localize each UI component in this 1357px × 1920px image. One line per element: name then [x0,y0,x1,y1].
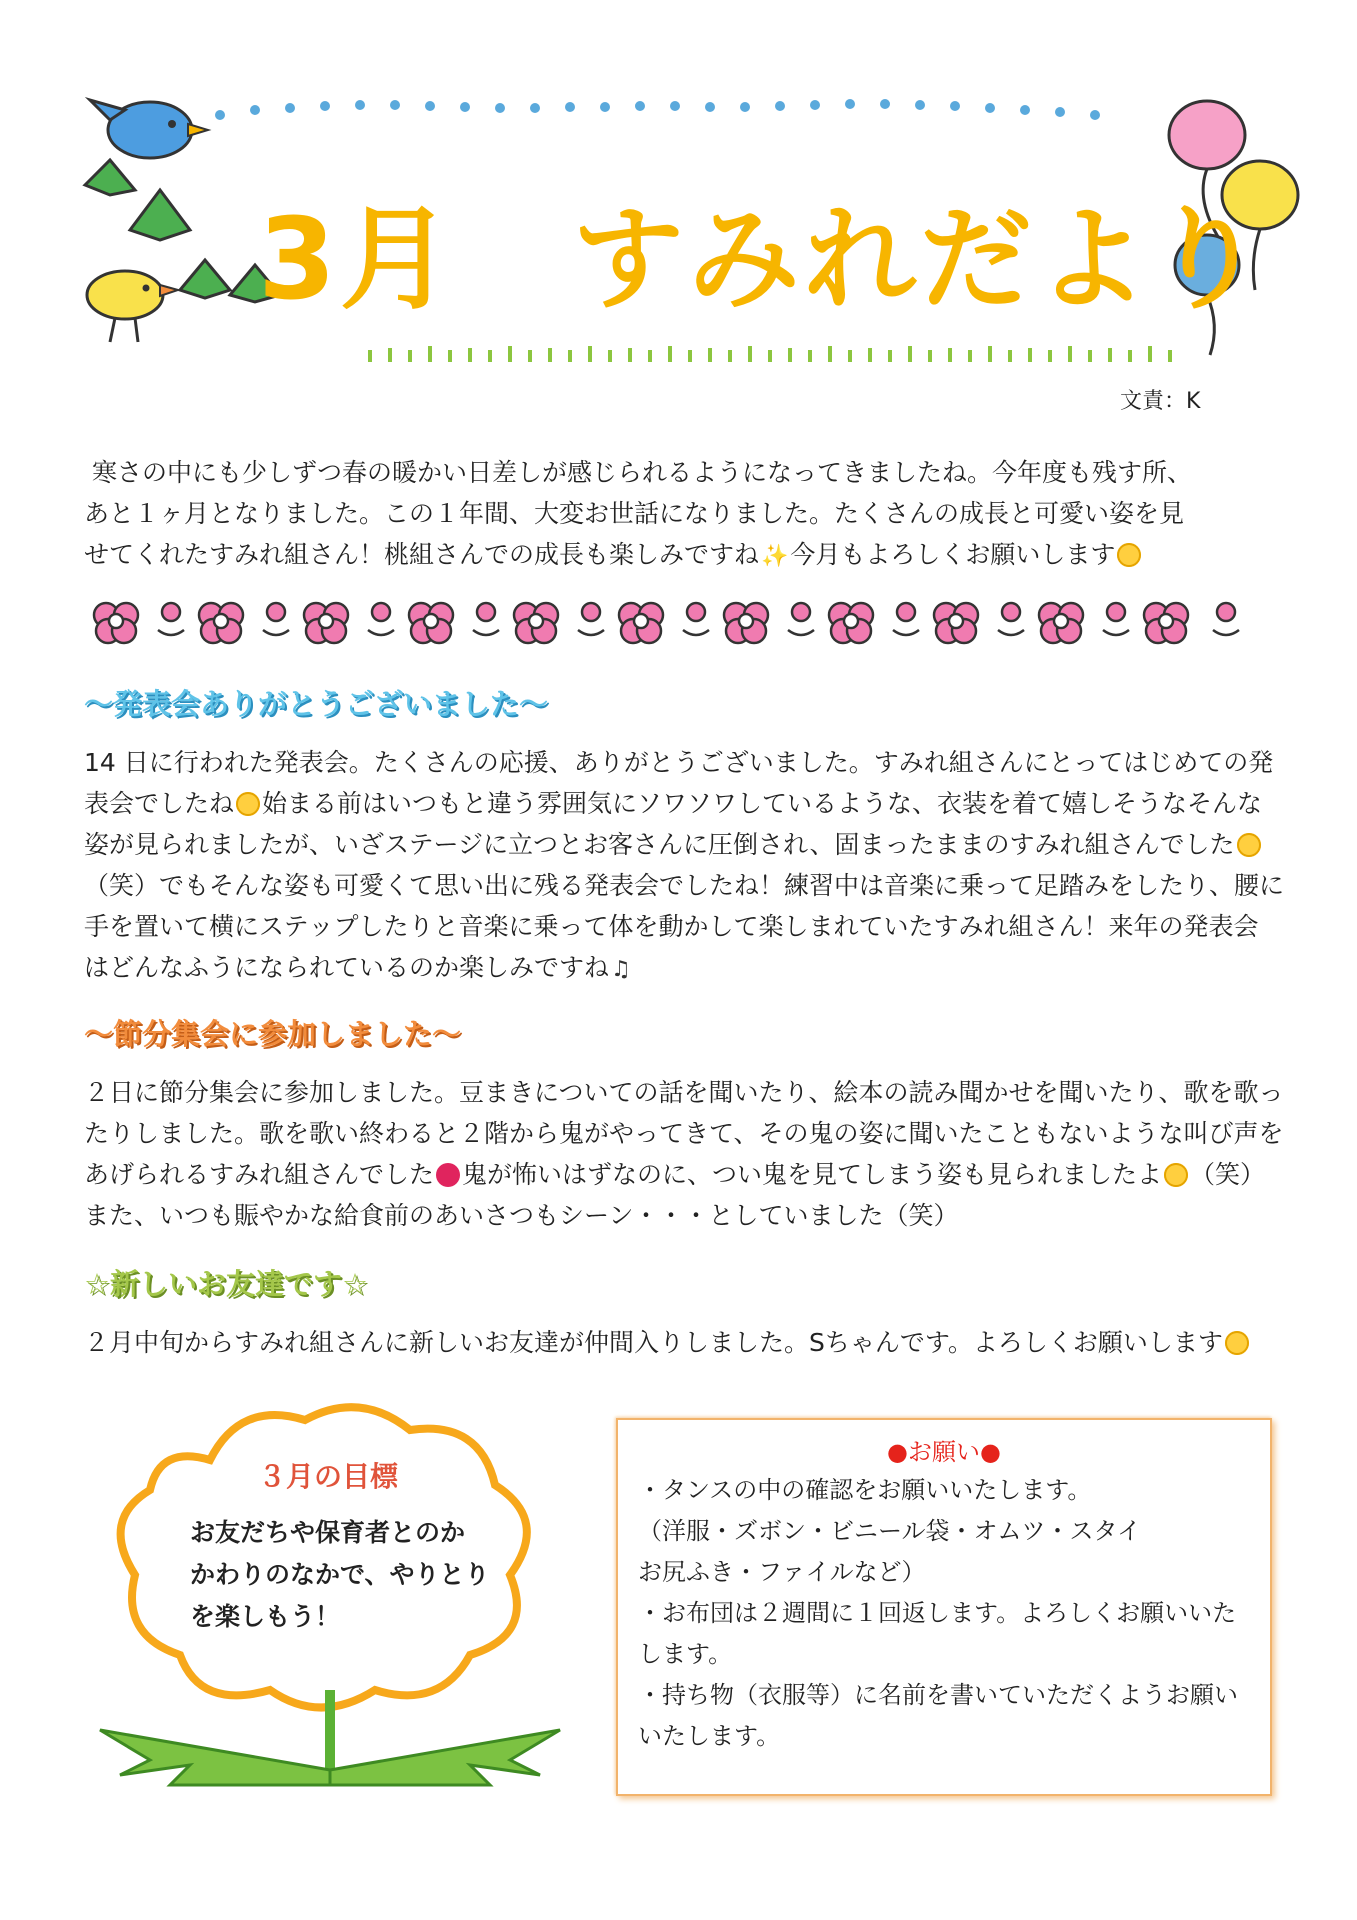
paragraph-line: 鬼が怖いはずなのに、つい鬼を見てしまう姿も見られましたよ [462,1160,1163,1189]
goal-text [190,1512,510,1638]
notice-line: ・タンスの中の確認をお願いいたします。 [638,1476,1092,1504]
paragraph-line: また、いつも賑やかな給食前のあいさつもシーン・・・としていました（笑） [84,1201,959,1230]
paragraph-line: あげられるすみれ組さんでした [84,1160,435,1189]
paragraph-line: （笑） [1190,1160,1266,1189]
notice-line: ・持ち物（衣服等）に名前を書いていただくようお願い [638,1681,1238,1709]
intro-line: 今月もよろしくお願いします [790,540,1116,569]
leaf-left [100,1730,330,1785]
intro-line: 寒さの中にも少しずつ春の暖かい日差しが感じられるようになってきましたね。今年度も残す所、 [91,458,1192,487]
smile-emoji-icon [1225,1331,1249,1355]
grass-strip [370,346,1170,362]
flower-border [86,590,1276,652]
section-heading-setsubun: ～節分集会に参加しました～ [84,1017,462,1051]
smile-emoji-icon [236,792,260,816]
notice-box [616,1418,1272,1796]
goal-line: お友だちや保育者とのか [190,1518,466,1547]
paragraph-line: 始まる前はいつもと違う雰囲気にソワソワしているような、衣装を着て嬉しそうなそんな [262,789,1263,818]
goal-line: を楽しもう！ [190,1602,341,1631]
paragraph-line: 姿が見られましたが、いざステージに立つとお客さんに圧倒され、固まったままのすみれ組さんでした [84,830,1235,859]
notice-title: ●お願い● [887,1438,1001,1466]
paragraph-line: 14 日に行われた発表会。たくさんの応援、ありがとうございました。すみれ組さんにとってはじめての発 [84,748,1274,777]
leaf-right [330,1730,560,1785]
dotted-garland [215,99,1100,120]
smile-emoji-icon [1117,543,1141,567]
recital-paragraph [84,742,1284,990]
paragraph-line: ２月中旬からすみれ組さんに新しいお友達が仲間入りしました。Sちゃんです。よろしくお願いします [84,1328,1223,1357]
notice-line: いたします。 [638,1722,781,1750]
notice-body [638,1470,1258,1757]
paragraph-line: たりしました。歌を歌い終わると２階から鬼がやってきて、その鬼の姿に聞いたこともないような叫び声を [84,1119,1284,1148]
paragraph-line: （笑）でもそんな姿も可愛くて思い出に残る発表会でしたね！練習中は音楽に乗って足踏みをしたり、腰に [84,871,1285,900]
goal-line: かわりのなかで、やりとり [190,1560,490,1589]
oni-emoji-icon [436,1163,460,1187]
paragraph-line: 手を置いて横にステップしたりと音楽に乗って体を動かして楽しまれていたすみれ組さん！来年の発表会 [84,912,1259,941]
sparkle-icon: ✨ [761,544,789,569]
notice-line: します。 [638,1640,733,1668]
laughing-emoji-icon [1237,833,1261,857]
flower-icon [94,603,1188,643]
yellow-chick-icon [87,271,178,342]
section-heading-new-friend: ☆新しいお友達です☆ [84,1267,368,1301]
new-friend-paragraph [84,1322,1284,1363]
section-heading-recital: ～発表会ありがとうございました～ [84,687,549,721]
notice-line: お尻ふき・ファイルなど） [638,1558,926,1586]
blue-bird-icon [90,100,208,158]
page-title: 3月 すみれだより [258,195,1268,325]
author-credit: 文責：K [1120,389,1201,414]
notice-line: ・お布団は２週間に１回返します。よろしくお願いいた [638,1599,1237,1627]
notice-line: （洋服・ズボン・ビニール袋・オムツ・スタイ [638,1517,1142,1545]
paragraph-line: ２日に節分集会に参加しました。豆まきについての話を聞いたり、絵本の読み聞かせを聞いたり、歌を歌っ [84,1078,1284,1107]
intro-line: あと１ヶ月となりました。この１年間、大変お世話になりました。たくさんの成長と可愛い姿を見 [84,499,1185,528]
laughing-emoji-icon [1164,1163,1188,1187]
setsubun-paragraph [84,1072,1284,1236]
intro-paragraph [84,452,1284,577]
goal-title: ３月の目標 [258,1460,399,1493]
paragraph-line: はどんなふうになられているのか楽しみですね [84,953,610,982]
music-note-icon: ♫ [611,957,631,982]
intro-line: せてくれたすみれ組さん！桃組さんでの成長も楽しみですね [84,540,760,569]
paragraph-line: 表会でしたね [84,789,235,818]
